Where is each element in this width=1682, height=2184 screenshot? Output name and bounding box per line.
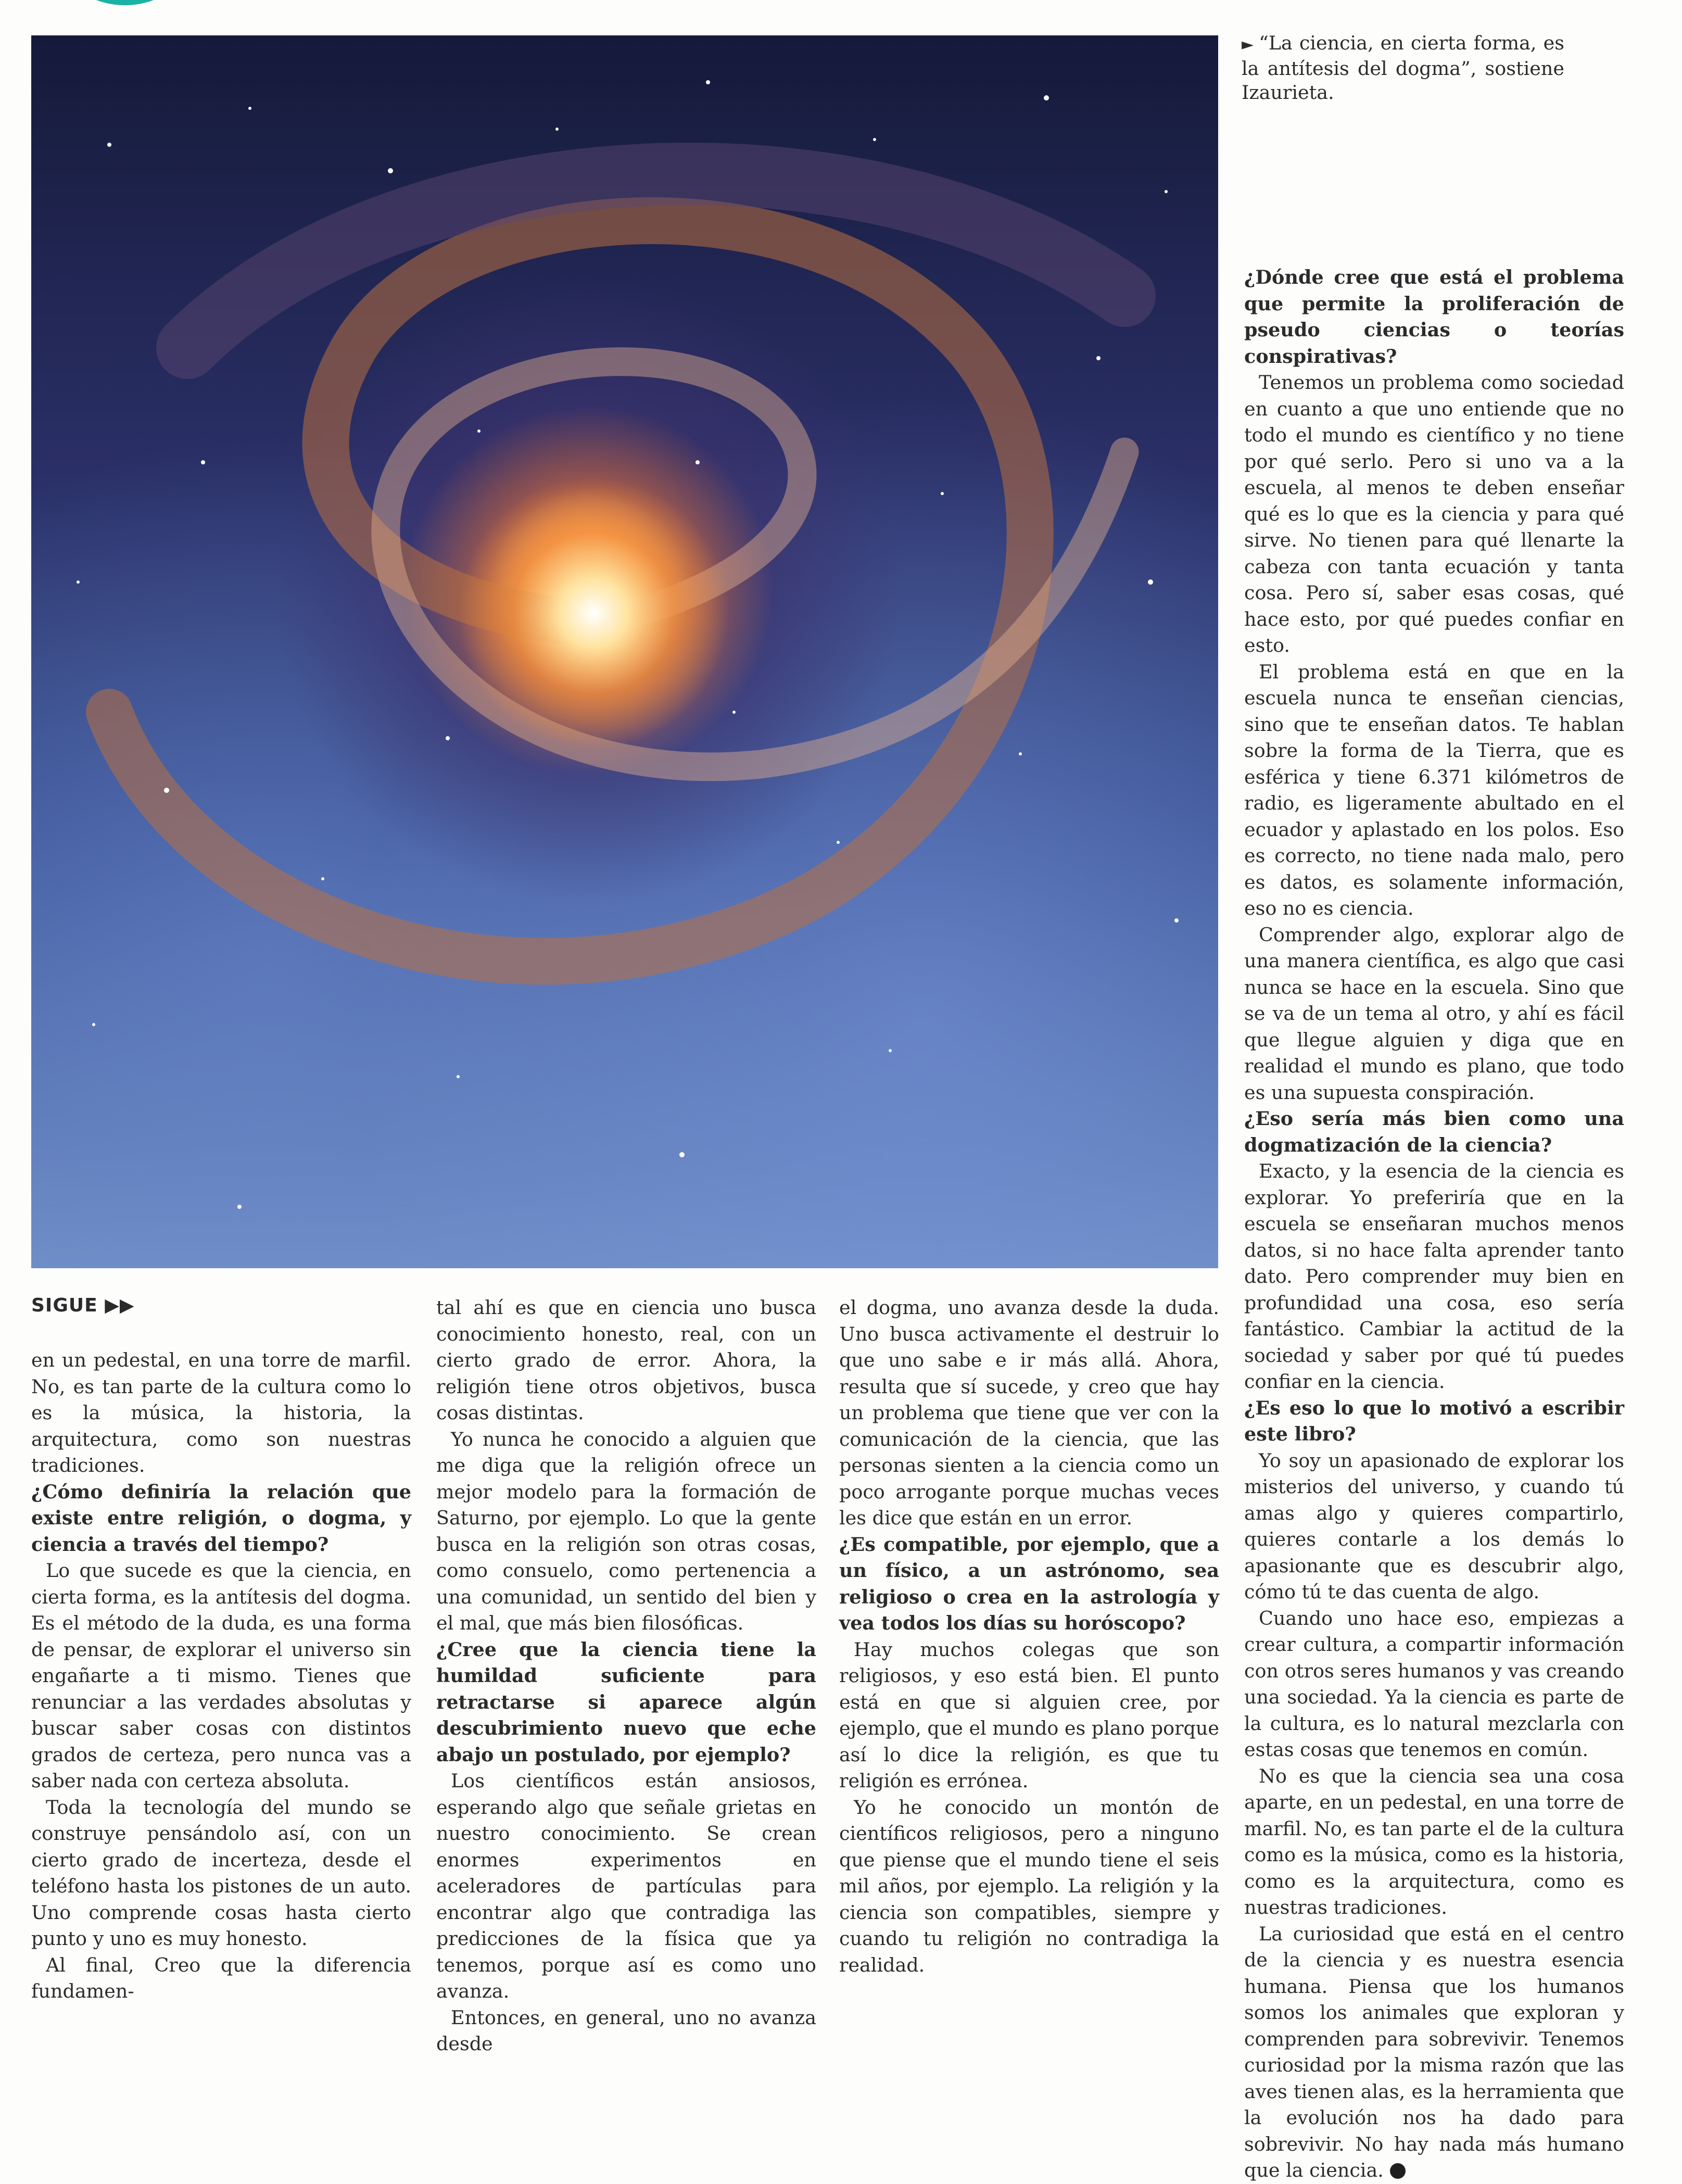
interview-answer-paragraph: Los científicos están ansiosos, esperando algo que señale grietas en nuestro conocimiento. Se crean enormes experimentos en aceleradores de partículas para encontrar algo que contradiga las predicciones de la física que ya tenemos, porque así es como uno avanza. bbox=[436, 1770, 816, 2002]
galaxy-photo bbox=[31, 35, 1218, 1268]
end-of-article-icon bbox=[1390, 2163, 1406, 2179]
interview-answer-paragraph: Yo nunca he conocido a alguien que me diga que la religión ofrece un mejor modelo para la formación de Saturno, por ejemplo. Lo que la gente busca en la religión son otras cosas, como consuelo, como pertenencia a una comunidad, un sentido del bien y el mal, que más bien filosóficas. bbox=[436, 1428, 816, 1634]
interview-answer-paragraph: Exacto, y la esencia de la ciencia es explorar. Yo preferiría que en la escuela se enseñaran muchos menos datos, si no hace falta aprender tanto dato. Pero comprender muy bien en profundidad una cosa, eso sería fantástico. Cambiar la actitud de la sociedad y saber por qué tú puedes confiar en la ciencia. bbox=[1244, 1160, 1624, 1393]
interview-answer-paragraph: en un pedestal, en una torre de marfil. No, es tan parte de la cultura como lo es la música, la historia, la arquitectura, como son nuestras tradiciones. bbox=[31, 1349, 411, 1476]
interview-question: ¿Es eso lo que lo motivó a escribir este libro? bbox=[1244, 1396, 1624, 1445]
article-column-3 bbox=[839, 1295, 1219, 1978]
interview-question: ¿Es compatible, por ejemplo, que a un físico, a un astrónomo, sea religioso o crea en la astrología y vea todos los días su horóscopo? bbox=[839, 1533, 1219, 1634]
interview-question: ¿Cómo definiría la relación que existe entre religión, o dogma, y ciencia a través del tiempo? bbox=[31, 1480, 411, 1556]
interview-question: ¿Dónde cree que está el problema que permite la proliferación de pseudo ciencias o teorías conspirativas? bbox=[1244, 266, 1624, 368]
interview-answer-paragraph: tal ahí es que en ciencia uno busca conocimiento honesto, real, con un cierto grado de error. Ahora, la religión tiene otros objetivos, busca cosas distintas. bbox=[436, 1296, 816, 1424]
galaxy-core bbox=[458, 478, 729, 749]
article-column-2 bbox=[436, 1295, 816, 2057]
interview-answer-paragraph: Toda la tecnología del mundo se construye pensándolo así, con un cierto grado de incerteza, desde el teléfono hasta los pistones de un auto. Uno comprende cosas hasta cierto punto y uno es muy honesto. bbox=[31, 1796, 411, 1950]
caption-text: “La ciencia, en cierta forma, es la antítesis del dogma”, sostiene Izaurieta. bbox=[1242, 32, 1564, 104]
interview-answer-paragraph: Comprender algo, explorar algo de una manera científica, es algo que casi nunca se hace en la escuela. Sino que se va de un tema al otro, y ahí es fácil que llegue alguien y diga que en realidad el mundo es plano, que todo es una supuesta conspiración. bbox=[1244, 923, 1624, 1104]
interview-answer-paragraph: Yo soy un apasionado de explorar los misterios del universo, y cuando tú amas algo y quieres compartirlo, quieres contarle a los demás lo apasionante que es descubrir algo, cómo tú te das cuenta de algo. bbox=[1244, 1449, 1624, 1603]
interview-answer-paragraph: La curiosidad que está en el centro de la ciencia y es nuestra esencia humana. Piensa que los humanos somos los animales que exploran y comprenden para sobrevivir. Tenemos curiosidad por la misma razón que las aves tienen alas, es la herramienta que la evolución nos ha dado para sobrevivir. No hay nada más humano que la ciencia. bbox=[1244, 1922, 1624, 2181]
article-column-4 bbox=[1244, 264, 1624, 2184]
interview-answer-paragraph: El problema está en que en la escuela nunca te enseñan ciencias, sino que te enseñan datos. Te hablan sobre la forma de la Tierra, que es esférica y tiene 6.371 kilómetros de radio, es ligeramente abultado en el ecuador y aplastado en los polos. Eso es correcto, no tiene nada malo, pero es datos, es solamente información, eso no es ciencia. bbox=[1244, 660, 1624, 919]
interview-question: ¿Eso sería más bien como una dogmatización de la ciencia? bbox=[1244, 1107, 1624, 1156]
interview-answer-paragraph: No es que la ciencia sea una cosa aparte, en un pedestal, en una torre de marfil. No, es tan parte el de la cultura como es la música, como es la historia, como es la arquitectura, como es nuestras tradiciones. bbox=[1244, 1764, 1624, 1918]
photo-caption bbox=[1242, 31, 1564, 105]
interview-answer-paragraph: Lo que sucede es que la ciencia, en cierta forma, es la antítesis del dogma. Es el método de la duda, es una forma de pensar, de explorar el universo sin engañarte a ti mismo. Tienes que renunciar a las verdades absolutas y buscar saber cosas con distintos grados de certeza, pero nunca vas a saber nada con certeza absoluta. bbox=[31, 1559, 411, 1792]
galaxy-illustration bbox=[31, 35, 1218, 1268]
interview-question: ¿Cree que la ciencia tiene la humildad suficiente para retractarse si aparece algún descubrimiento nuevo que eche abajo un postulado, por ejemplo? bbox=[436, 1638, 816, 1766]
article-column-1 bbox=[31, 1347, 411, 2005]
interview-answer-paragraph: Cuando uno hace eso, empiezas a crear cultura, a compartir información con otros seres humanos y vas creando una sociedad. Ya la ciencia es parte de la cultura, es lo natural mezclarla con estas cosas que tenemos en común. bbox=[1244, 1607, 1624, 1761]
interview-answer-paragraph: Hay muchos colegas que son religiosos, y eso está bien. El punto está en que si alguien cree, por ejemplo, que el mundo es plano porque así lo dice la religión, es que tu religión es errónea. bbox=[839, 1638, 1219, 1792]
section-logo bbox=[73, 0, 177, 5]
interview-answer-paragraph: Entonces, en general, uno no avanza desde bbox=[436, 2006, 816, 2055]
interview-answer-paragraph: Yo he conocido un montón de científicos religiosos, pero a ninguno que piense que el mundo tiene el seis mil años, por ejemplo. La religión y la ciencia son compatibles, siempre y cuando tu religión no contradiga la realidad. bbox=[839, 1796, 1219, 1976]
interview-answer-paragraph: Tenemos un problema como sociedad en cuanto a que uno entiende que no todo el mundo es científico y no tiene por qué serlo. Pero si uno va a la escuela, al menos te deben enseñar qué es lo que es la ciencia y para qué sirve. No tienen para qué llenarte la cabeza con tanta ecuación y tanta cosa. Pero sí, saber esas cosas, qué hace esto, por qué puedes confiar en esto. bbox=[1244, 371, 1624, 657]
interview-answer-paragraph: Al final, Creo que la diferencia fundamen- bbox=[31, 1953, 411, 2002]
galaxy-arm-dust bbox=[187, 174, 1124, 348]
caption-marker-icon: ► bbox=[1242, 35, 1254, 54]
continue-label: SIGUE ▶▶ bbox=[31, 1295, 135, 1316]
interview-answer-paragraph: el dogma, uno avanza desde la duda. Uno busca activamente el destruir lo que uno sabe e ir más allá. Ahora, resulta que sí sucede, y creo que hay un problema que tiene que ver con la comunicación de la ciencia, que las personas sienten a la ciencia como un poco arrogante porque muchas veces les dice que están en un error. bbox=[839, 1296, 1219, 1529]
